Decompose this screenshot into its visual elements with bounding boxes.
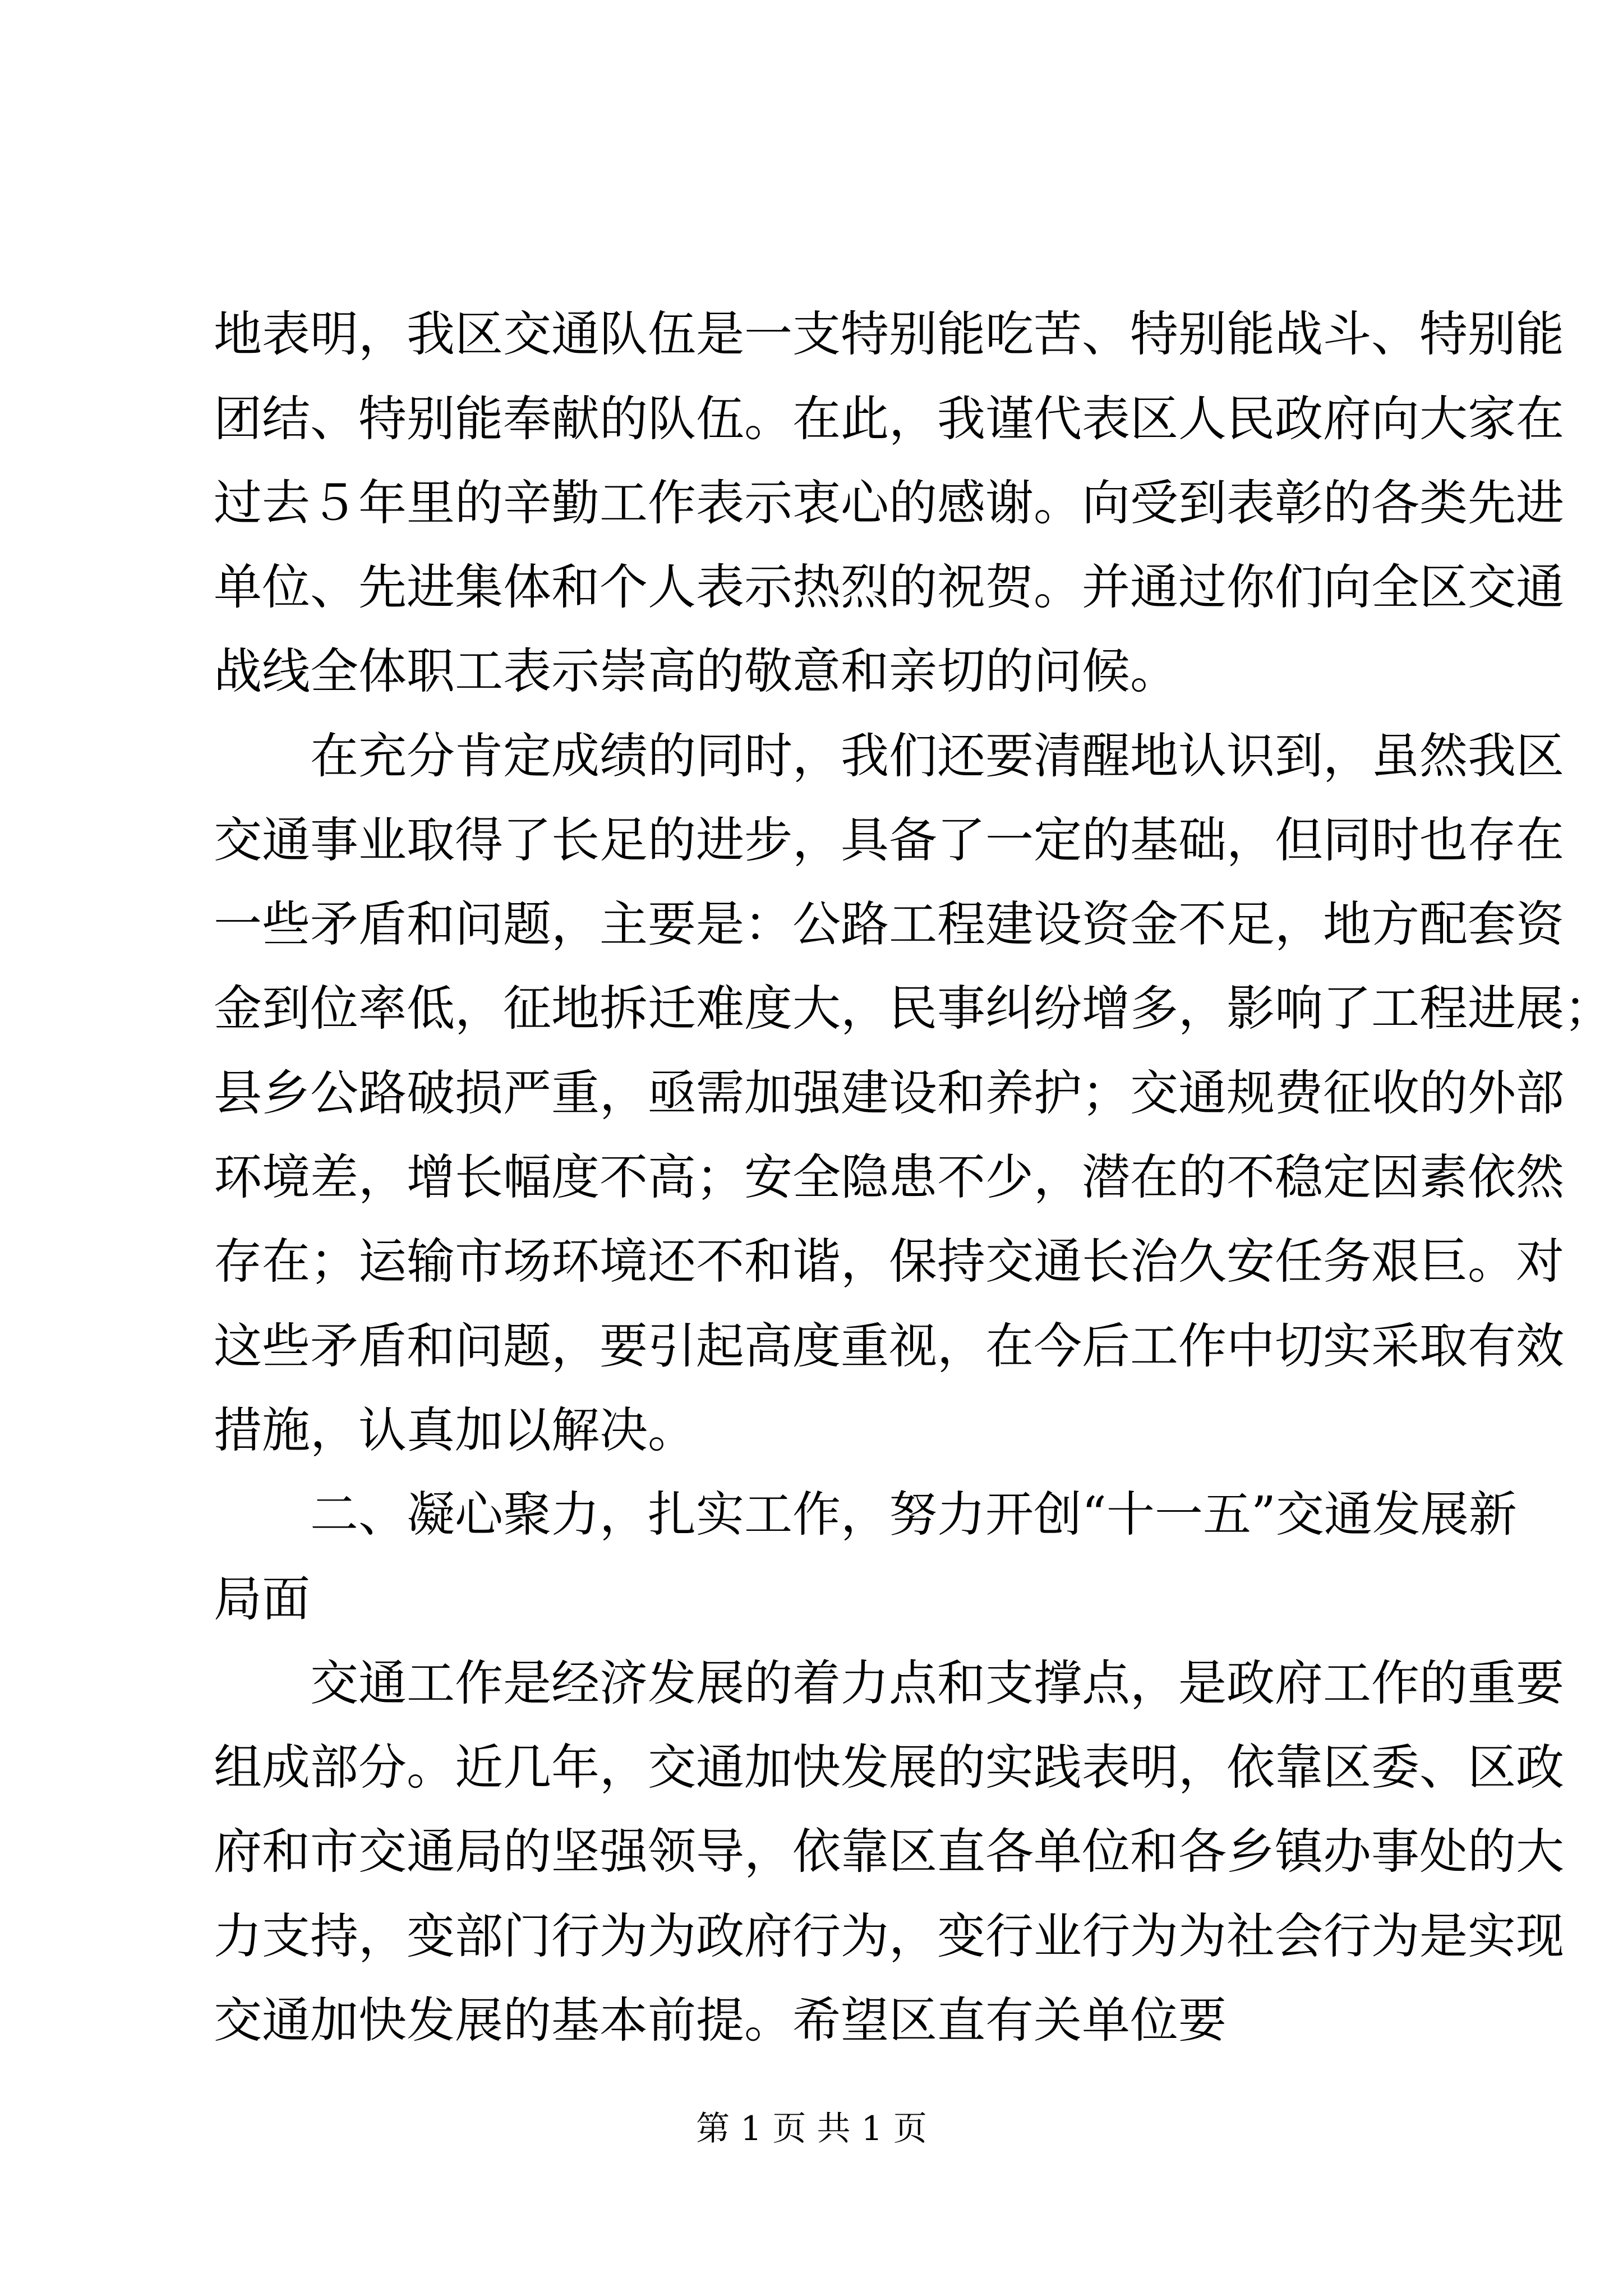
paragraph-3-line-5: 交通加快发展的基本前提。希望区直有关单位要 bbox=[214, 1993, 1227, 2049]
paragraph-3-line-1: 交通工作是经济发展的着力点和支撑点，是政府工作的重要 bbox=[310, 1655, 1564, 1711]
paragraph-2-line-7: 存在；运输市场环境还不和谐，保持交通长治久安任务艰巨。对 bbox=[214, 1234, 1564, 1290]
paragraph-3-line-2: 组成部分。近几年，交通加快发展的实践表明，依靠区委、区政 bbox=[214, 1740, 1564, 1796]
paragraph-3-line-4: 力支持，变部门行为为政府行为，变行业行为为社会行为是实现 bbox=[214, 1908, 1564, 1964]
paragraph-2-line-6: 环境差，增长幅度不高；安全隐患不少，潜在的不稳定因素依然 bbox=[214, 1149, 1564, 1205]
paragraph-2-line-3: 一些矛盾和问题，主要是：公路工程建设资金不足，地方配套资 bbox=[214, 896, 1564, 953]
paragraph-1-line-4: 单位、先进集体和个人表示热烈的祝贺。并通过你们向全区交通 bbox=[214, 559, 1564, 615]
paragraph-2-line-5: 县乡公路破损严重，亟需加强建设和养护；交通规费征收的外部 bbox=[214, 1065, 1564, 1121]
paragraph-2-line-8: 这些矛盾和问题，要引起高度重视，在今后工作中切实采取有效 bbox=[214, 1318, 1564, 1374]
paragraph-2-line-2: 交通事业取得了长足的进步，具备了一定的基础，但同时也存在 bbox=[214, 812, 1564, 868]
paragraph-2-line-4: 金到位率低，征地拆迁难度大，民事纠纷增多，影响了工程进展； bbox=[214, 981, 1612, 1037]
page-footer: 第 1 页 共 1 页 bbox=[696, 2109, 927, 2148]
paragraph-1-line-5: 战线全体职工表示崇高的敬意和亲切的问候。 bbox=[214, 643, 1178, 700]
section-heading-line-1: 二、凝心聚力，扎实工作，努力开创“十一五”交通发展新 bbox=[310, 1487, 1517, 1543]
section-heading-line-2: 局面 bbox=[214, 1571, 310, 1627]
paragraph-2-line-1: 在充分肯定成绩的同时，我们还要清醒地认识到，虽然我区 bbox=[310, 728, 1564, 784]
paragraph-1-line-1: 地表明，我区交通队伍是一支特别能吃苦、特别能战斗、特别能 bbox=[214, 306, 1564, 362]
paragraph-2-line-9: 措施，认真加以解决。 bbox=[214, 1402, 696, 1458]
paragraph-1-line-3: 过去５年里的辛勤工作表示衷心的感谢。向受到表彰的各类先进 bbox=[214, 475, 1564, 531]
paragraph-3-line-3: 府和市交通局的坚强领导，依靠区直各单位和各乡镇办事处的大 bbox=[214, 1824, 1564, 1880]
paragraph-1-line-2: 团结、特别能奉献的队伍。在此，我谨代表区人民政府向大家在 bbox=[214, 391, 1564, 447]
